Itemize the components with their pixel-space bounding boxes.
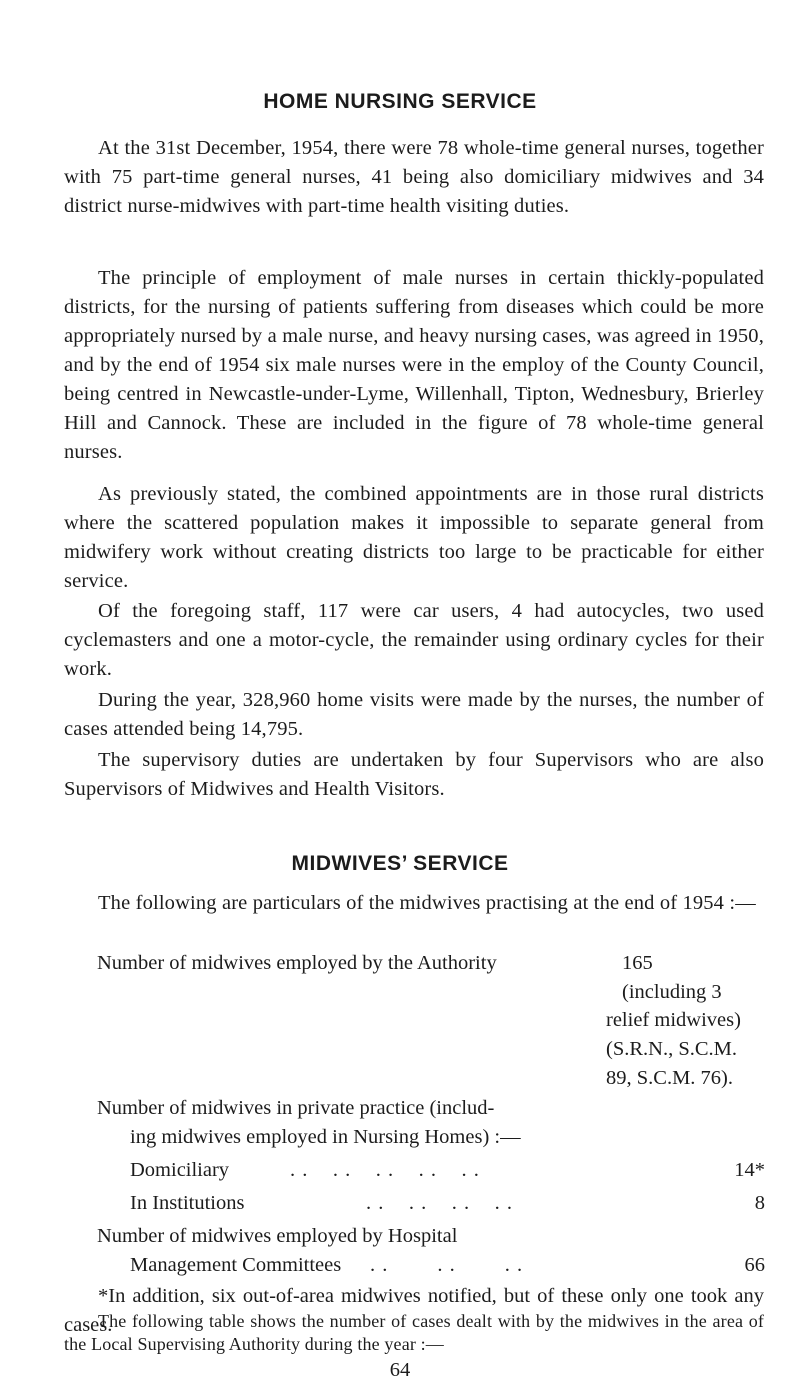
- domiciliary-value: 14*: [734, 1159, 765, 1181]
- employed-note-line-4: 89, S.C.M. 76).: [606, 1067, 734, 1089]
- institutions-value: 8: [754, 1192, 765, 1214]
- private-label-line-1: Number of midwives in private practice (includ-: [97, 1097, 495, 1119]
- institutions-leader: . . . . . . . .: [366, 1192, 513, 1214]
- paragraph-male-nurses: The principle of employment of male nurses in certain thickly-populated districts, for the nursing of patients suffering from diseases which could be more appropriately nursed by a male nurse, and heavy nursing cases, was agreed in 1950, and by the end of 1954 six male nurses were in the employ of the County Council, being centred in Newcastle-under-Lyme, Willenhall, Tipton, Wednesbury, Brierley Hill and Cannock. These are included in the figure of 78 whole-time general nurses.: [64, 267, 764, 463]
- hospital-leader: . . . . . .: [370, 1254, 524, 1276]
- paragraph-supervisory: The supervisory duties are undertaken by four Supervisors who are also Supervisors of Midwives and Health Visitors.: [64, 749, 764, 800]
- footnote: *In addition, six out-of-area midwives notified, but of these only one took any cases.: [64, 1285, 764, 1336]
- midwives-heading: MIDWIVES’ SERVICE: [291, 852, 509, 875]
- paragraph-combined-appointments: As previously stated, the combined appointments are in those rural districts where the scattered population makes it impossible to separate general from midwifery work without creating districts too large to be practicable for either service.: [64, 483, 764, 592]
- paragraph-transport: Of the foregoing staff, 117 were car users, 4 had autocycles, two used cyclemasters and one a motor-cycle, the remainder using ordinary cycles for their work.: [64, 600, 764, 680]
- hospital-label-line-1: Number of midwives employed by Hospital: [97, 1225, 458, 1247]
- employed-label: Number of midwives employed by the Authority: [97, 952, 497, 974]
- home-nursing-heading: HOME NURSING SERVICE: [263, 90, 537, 113]
- domiciliary-label: Domiciliary: [130, 1159, 230, 1181]
- hospital-label-line-2: Management Committees: [130, 1254, 342, 1276]
- table-intro: The following table shows the number of cases dealt with by the midwives in the area of the Local Supervising Authority during the year :—: [64, 1311, 764, 1354]
- hospital-value: 66: [744, 1254, 765, 1276]
- employed-note-line-3: (S.R.N., S.C.M.: [606, 1038, 738, 1060]
- paragraph-home-visits: During the year, 328,960 home visits were made by the nurses, the number of cases attended being 14,795.: [64, 689, 764, 740]
- employed-note-line-1: (including 3: [622, 981, 722, 1003]
- page-number: 64: [389, 1359, 411, 1381]
- midwives-intro: The following are particulars of the midwives practising at the end of 1954 :—: [98, 892, 756, 914]
- institutions-label: In Institutions: [130, 1192, 245, 1214]
- employed-value: 165: [622, 952, 653, 974]
- paragraph-staff: At the 31st December, 1954, there were 78 whole-time general nurses, together with 75 part-time general nurses, 41 being also domiciliary midwives and 34 district nurse-midwives with part-time health visiting duties.: [64, 137, 764, 217]
- private-label-line-2: ing midwives employed in Nursing Homes) :—: [130, 1126, 521, 1148]
- domiciliary-leader: . . . . . . . . . .: [290, 1159, 480, 1181]
- employed-note-line-2: relief midwives): [606, 1009, 741, 1031]
